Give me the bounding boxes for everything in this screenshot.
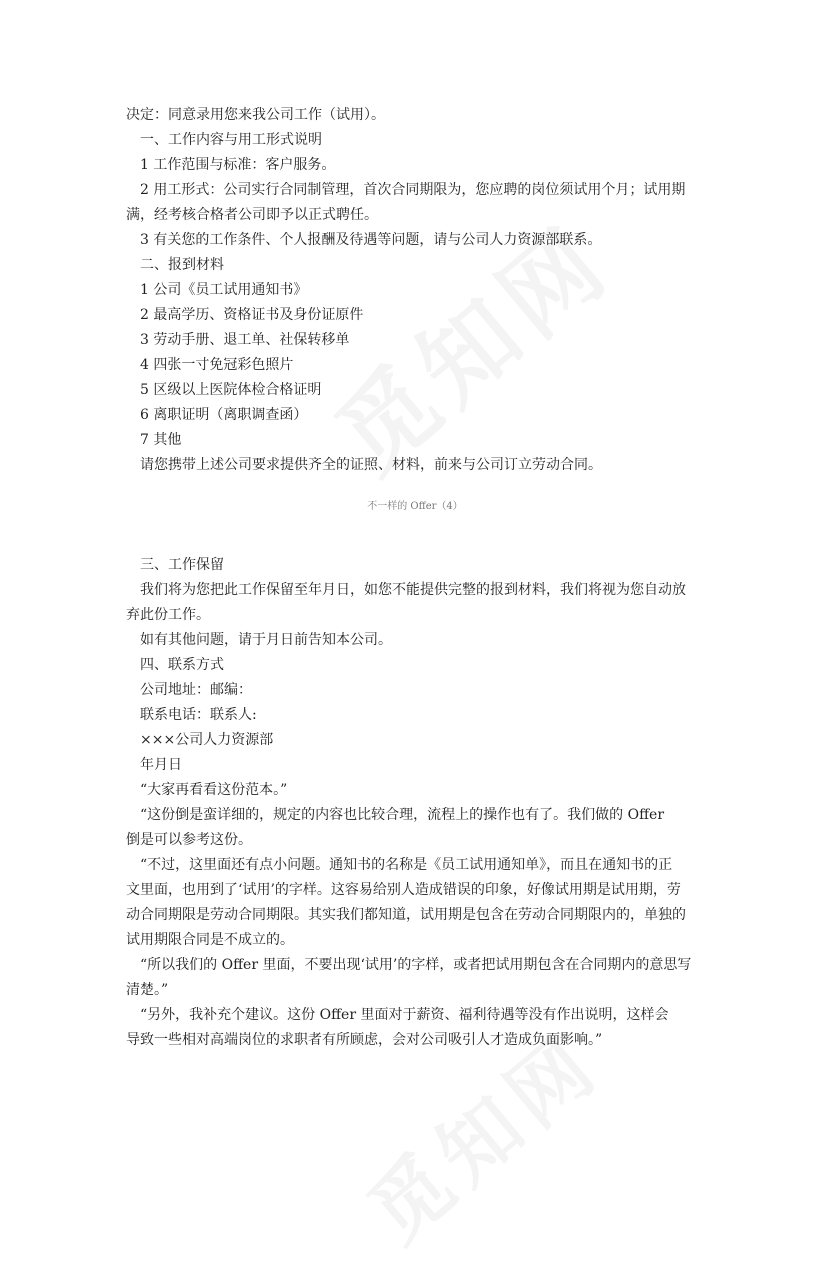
- paragraph-line: 1 工作范围与标准：客户服务。: [140, 157, 336, 173]
- list-item: 4 四张一寸免冠彩色照片: [140, 357, 294, 373]
- page-footer: 不一样的 Offer（4）: [367, 501, 463, 512]
- paragraph-line: 我们将为您把此工作保留至年月日，如您不能提供完整的报到材料，我们将视为您自动放: [140, 582, 686, 598]
- section-heading-1: 一、工作内容与用工形式说明: [140, 132, 322, 148]
- paragraph-line: 满，经考核合格者公司即予以正式聘任。: [126, 207, 378, 223]
- dialogue-line: 倒是可以参考这份。: [126, 832, 252, 848]
- paragraph-line: 3 有关您的工作条件、个人报酬及待遇等问题，请与公司人力资源部联系。: [140, 232, 602, 248]
- dialogue-line: “大家再看看这份范本。”: [140, 782, 288, 798]
- paragraph-line: 弃此份工作。: [126, 607, 210, 623]
- dialogue-line: “所以我们的 Offer 里面，不要出现‘试用’的字样，或者把试用期包含在合同期内的意思写: [140, 957, 692, 973]
- paragraph-line: 请您携带上述公司要求提供齐全的证照、材料，前来与公司订立劳动合同。: [140, 457, 602, 473]
- list-item: 2 最高学历、资格证书及身份证原件: [140, 307, 364, 323]
- section-heading-4: 四、联系方式: [140, 657, 224, 673]
- section-heading-2: 二、报到材料: [140, 257, 224, 273]
- paragraph-line: 2 用工形式：公司实行合同制管理，首次合同期限为，您应聘的岗位须试用个月；试用期: [140, 182, 686, 198]
- dialogue-line: “不过，这里面还有点小问题。通知书的名称是《员工试用通知单》，而且在通知书的正: [140, 857, 673, 873]
- date-line: 年月日: [140, 757, 182, 773]
- dialogue-line: 导致一些相对高端岗位的求职者有所顾虑，会对公司吸引人才造成负面影响。”: [126, 1032, 603, 1048]
- dialogue-line: 清楚。”: [126, 982, 169, 998]
- contact-address: 公司地址：邮编：: [140, 682, 252, 698]
- section-heading-3: 三、工作保留: [140, 557, 224, 573]
- list-item: 5 区级以上医院体检合格证明: [140, 382, 322, 398]
- company-hr-dept: ×××公司人力资源部: [140, 732, 274, 748]
- contact-phone: 联系电话：联系人:: [140, 707, 257, 723]
- decision-line: 决定：同意录用您来我公司工作（试用）。: [126, 107, 385, 123]
- list-item: 3 劳动手册、退工单、社保转移单: [140, 332, 350, 348]
- dialogue-line: “另外，我补充个建议。这份 Offer 里面对于薪资、福利待遇等没有作出说明，这样会: [140, 1007, 669, 1023]
- list-item: 1 公司《员工试用通知书》: [140, 282, 308, 298]
- dialogue-line: 动合同期限是劳动合同期限。其实我们都知道，试用期是包含在劳动合同期限内的，单独的: [126, 907, 686, 923]
- dialogue-line: 文里面，也用到了‘试用’的字样。这容易给别人造成错误的印象，好像试用期是试用期，劳: [126, 882, 681, 898]
- list-item: 6 离职证明（离职调查函）: [140, 407, 308, 423]
- dialogue-line: “这份倒是蛮详细的，规定的内容也比较合理，流程上的操作也有了。我们做的 Offer: [140, 807, 665, 823]
- dialogue-line: 试用期限合同是不成立的。: [126, 932, 294, 948]
- paragraph-line: 如有其他问题，请于月日前告知本公司。: [140, 632, 392, 648]
- list-item: 7 其他: [140, 432, 182, 448]
